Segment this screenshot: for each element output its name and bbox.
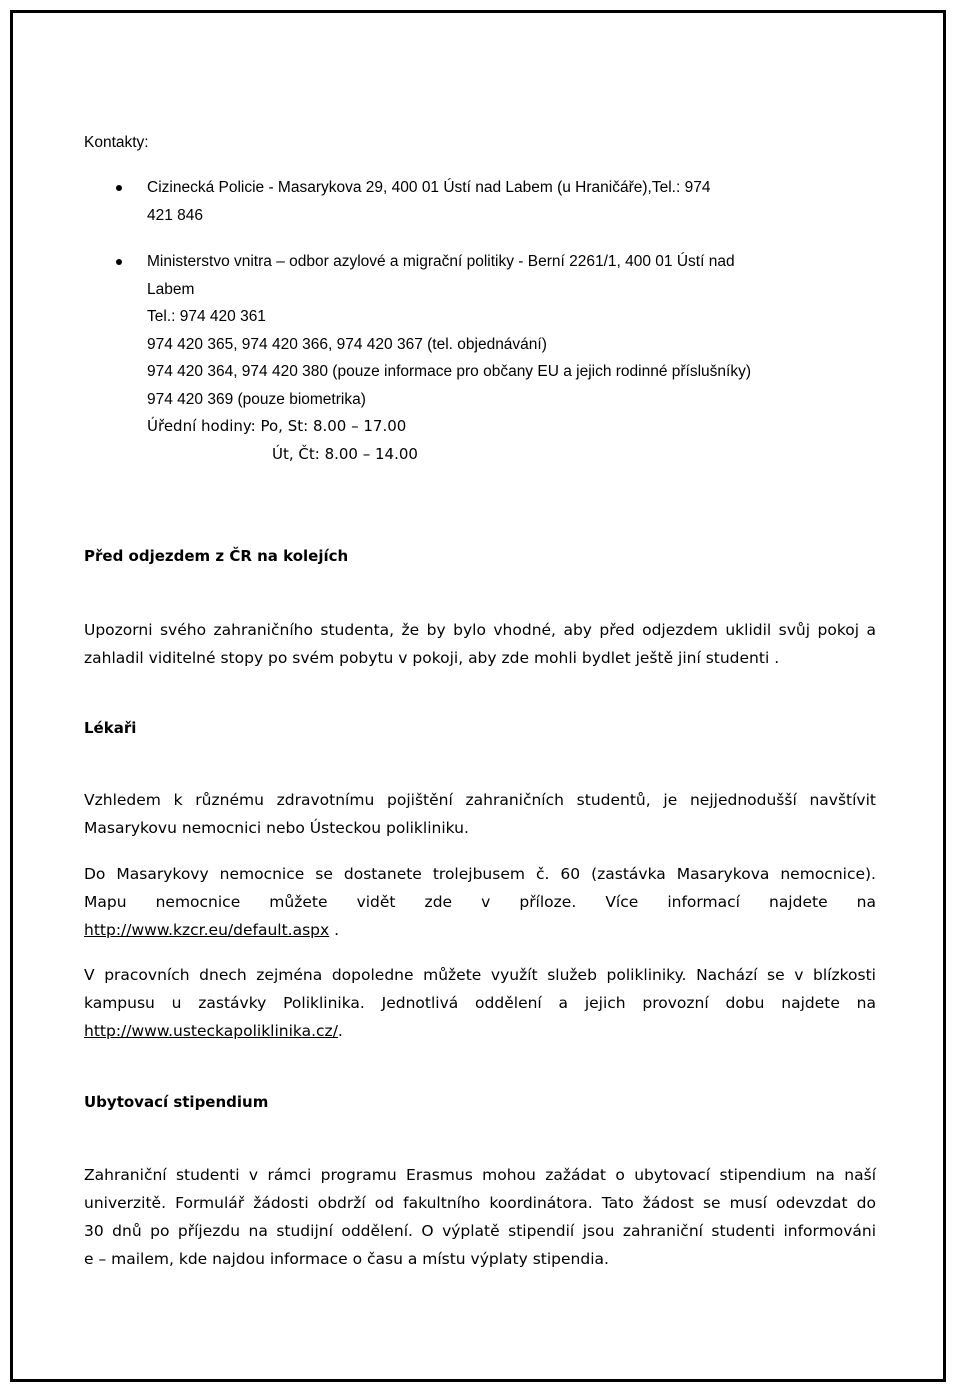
contact-ministry [147,248,867,468]
paragraph-line: Zahraniční studenti v rámci programu Erasmus mohou zažádat o ubytovací stipendium na naší [84,1166,876,1184]
contact-line: Ministerstvo vnitra – odbor azylové a migrační politiky - Berní 2261/1, 400 01 Ústí nad [147,253,735,270]
contact-police [147,174,867,229]
doctors-heading: Lékaři [84,719,137,737]
stipend-paragraph [84,1161,876,1273]
office-hours-line: Úřední hodiny: Po, St: 8.00 – 17.00 [147,417,407,435]
hospital-link[interactable]: http://www.kzcr.eu/default.aspx [84,921,330,939]
paragraph-line: V pracovních dnech zejména dopoledne můžete využít služeb polikliniky. Nachází se v blízkosti [84,966,876,984]
contact-line: 974 420 364, 974 420 380 (pouze informace pro občany EU a jejich rodinné příslušníky) [147,363,752,380]
doctors-paragraph-2 [84,860,876,944]
paragraph-line: zahladil viditelné stopy po svém pobytu v pokoji, aby zde mohli bydlet ještě jiní studenti . [84,649,780,667]
contacts-heading: Kontakty: [84,134,149,151]
contact-line: 421 846 [147,206,204,224]
polyclinic-link[interactable]: http://www.usteckapoliklinika.cz/ [84,1022,338,1040]
paragraph-line: kampusu u zastávky Poliklinika. Jednotlivá oddělení a jejich provozní dobu najdete na [84,994,876,1012]
paragraph-line: univerzitě. Formulář žádosti obdrží od fakultního koordinátora. Tato žádost se musí odevzdat do [84,1194,876,1212]
link-punctuation: . [337,1022,343,1040]
paragraph-line: Masarykovu nemocnici nebo Ústeckou polikliniku. [84,819,469,837]
link-punctuation: . [329,921,340,939]
doctors-paragraph-3 [84,961,876,1045]
contact-line: Labem [147,280,195,298]
paragraph-line: Vzhledem k různému zdravotnímu pojištění zahraničních studentů, je nejjednodušší navštívit [84,791,876,809]
paragraph-line: e – mailem, kde najdou informace o času a místu výplaty stipendia. [84,1250,609,1268]
paragraph-line: Mapu nemocnice můžete vidět zde v příloze. Více informací najdete na [84,893,876,911]
stipend-heading: Ubytovací stipendium [84,1093,269,1111]
paragraph-line: Upozorni svého zahraničního studenta, že by bylo vhodné, aby před odjezdem uklidil svůj pokoj a [84,621,876,639]
departure-paragraph [84,616,876,672]
bullet-icon [116,259,122,265]
office-hours-line: Út, Čt: 8.00 – 14.00 [272,444,418,463]
contact-line: Cizinecká Policie - Masarykova 29, 400 01 Ústí nad Labem (u Hraničáře),Tel.: 974 [147,179,711,196]
departure-heading: Před odjezdem z ČR na kolejích [84,547,349,565]
paragraph-line: Do Masarykovy nemocnice se dostanete trolejbusem č. 60 (zastávka Masarykova nemocnice). [84,865,876,883]
contact-line: Tel.: 974 420 361 [147,308,266,325]
paragraph-line: 30 dnů po příjezdu na studijní oddělení. O výplatě stipendií jsou zahraniční studenti informováni [84,1222,876,1240]
contact-line: 974 420 365, 974 420 366, 974 420 367 (tel. objednávání) [147,335,547,353]
doctors-paragraph-1 [84,786,876,842]
contact-line: 974 420 369 (pouze biometrika) [147,390,366,408]
bullet-icon [116,185,122,191]
